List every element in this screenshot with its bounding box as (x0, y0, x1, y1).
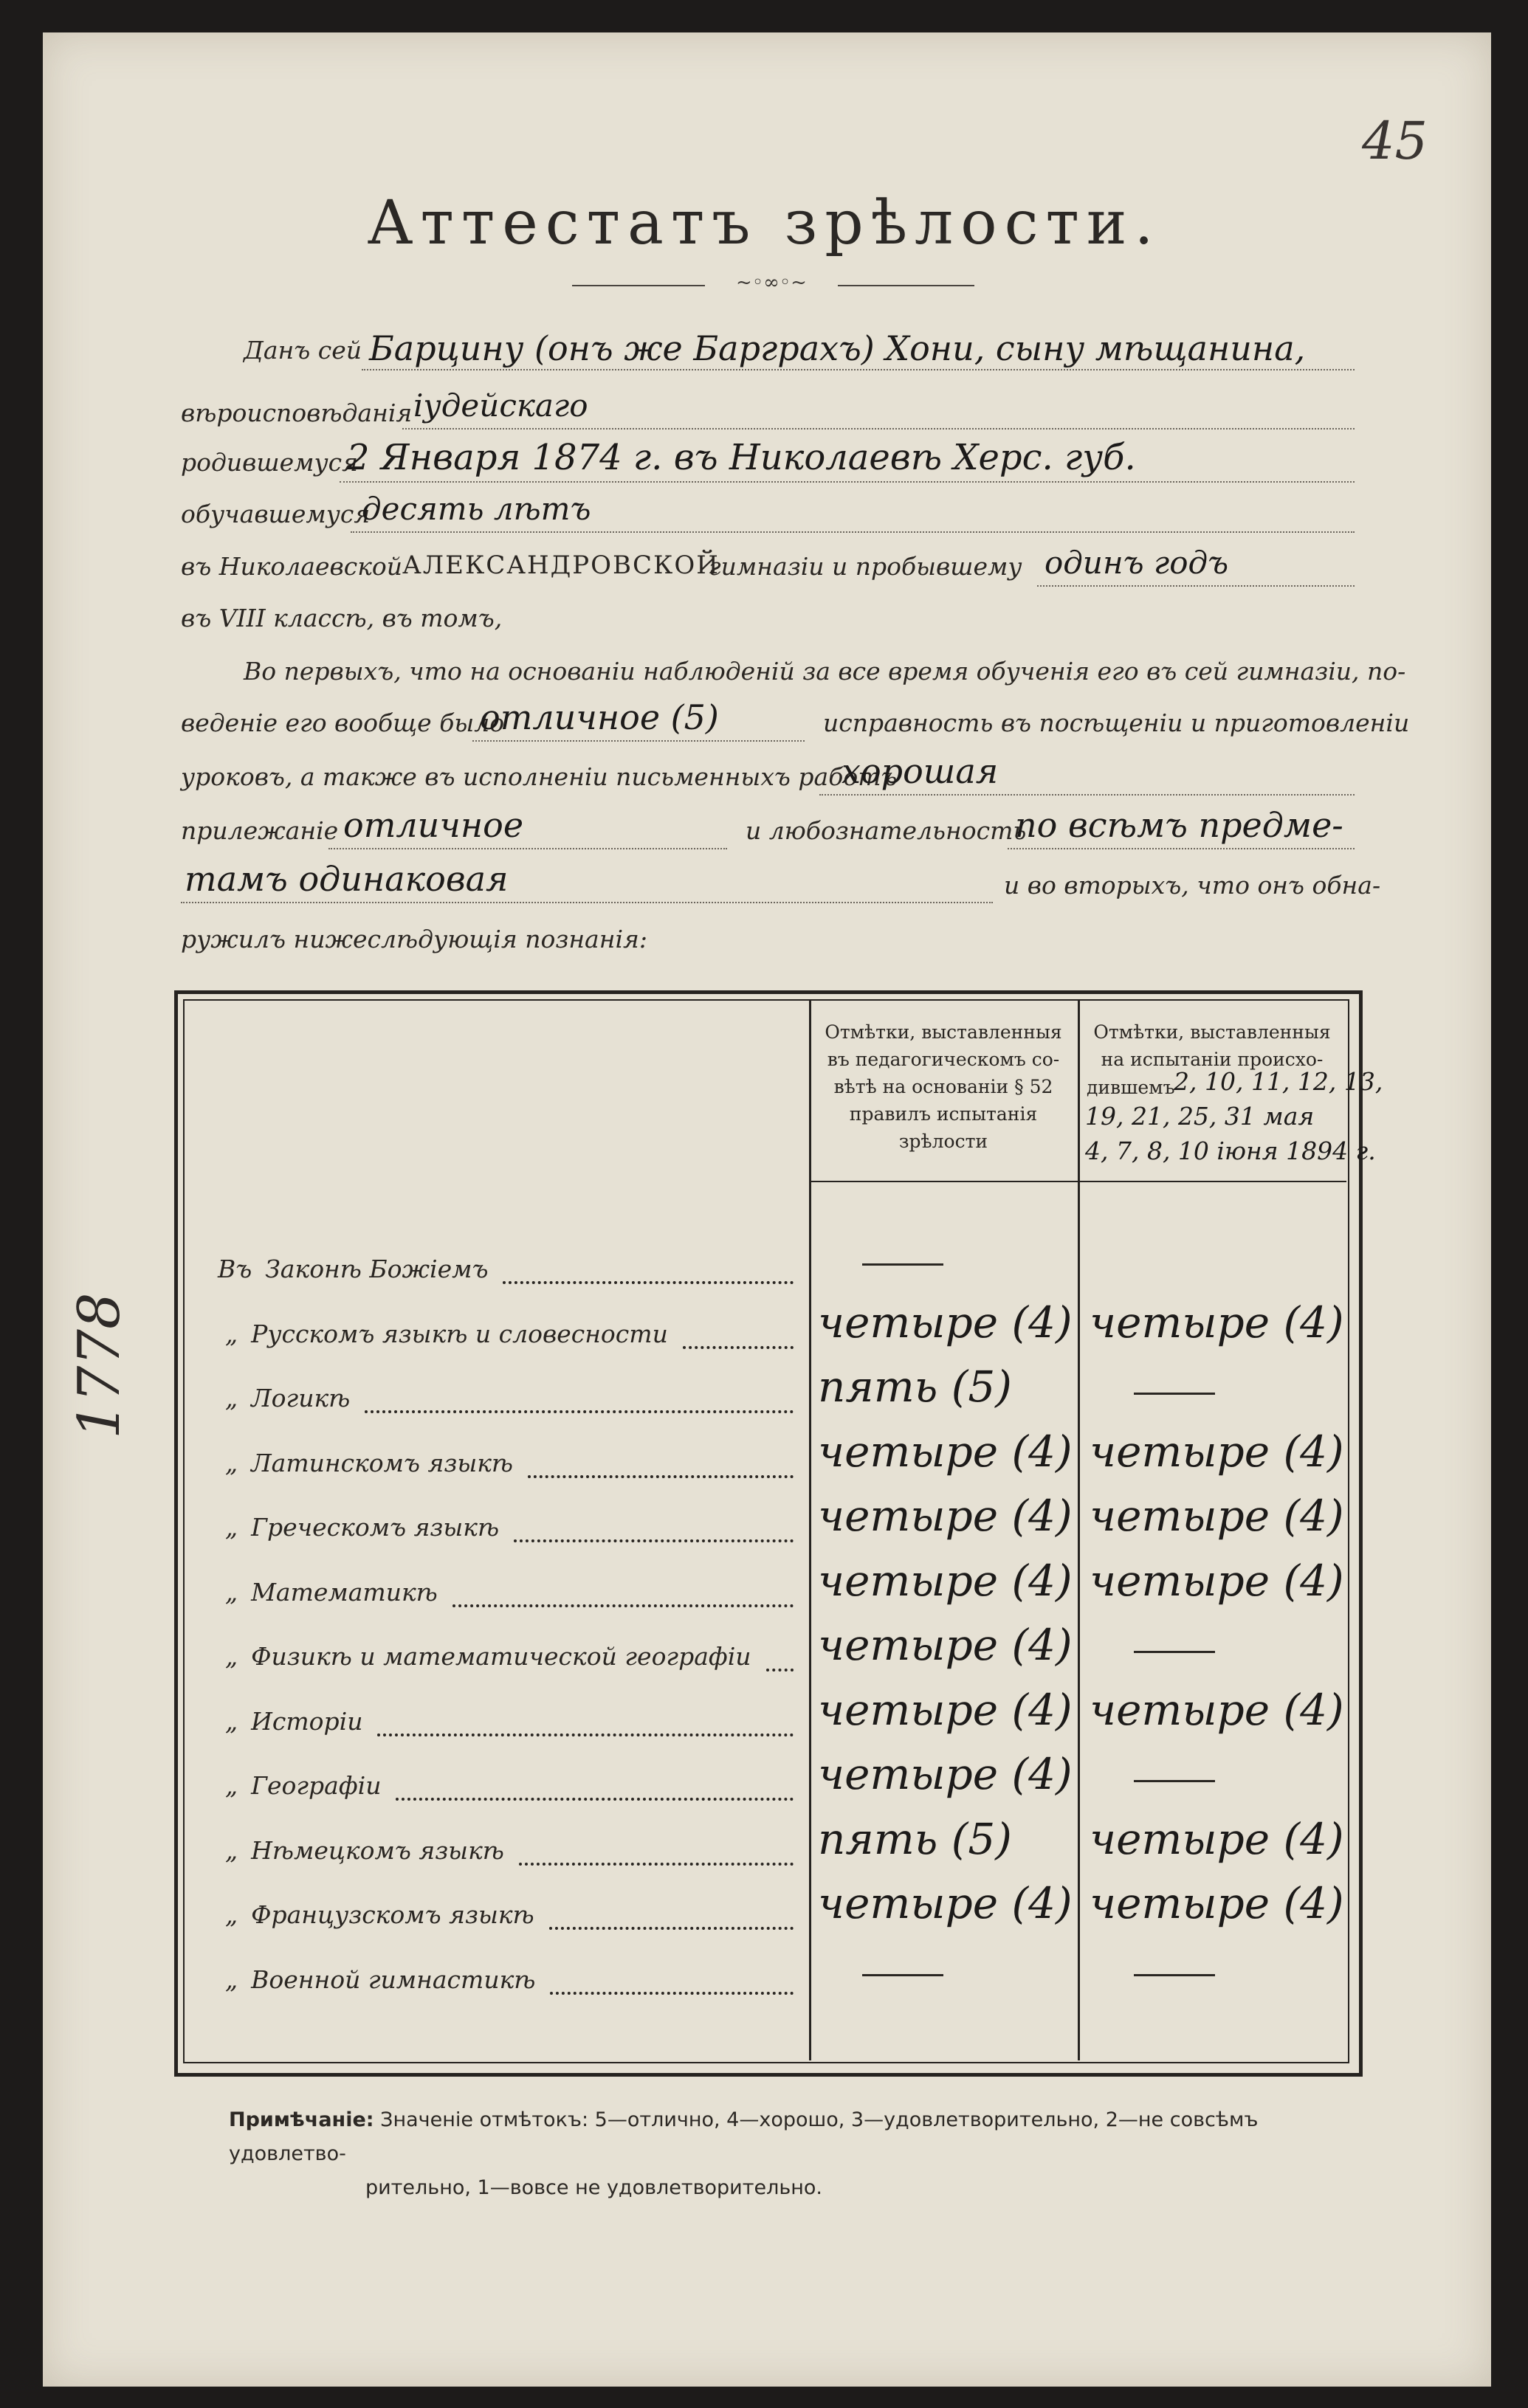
studied-value: десять лѣтъ (362, 491, 591, 527)
subject-name: Французскомъ языкѣ (251, 1900, 534, 1929)
curiosity-value-2: тамъ одинаковая (185, 859, 509, 899)
conduct-dotline (472, 740, 805, 742)
religion-value: іудейскаго (413, 387, 588, 424)
grade-mark: четыре (4) (1090, 1684, 1344, 1735)
subject-prefix: „ (225, 1706, 238, 1736)
curiosity-dotline-2 (181, 902, 993, 903)
subject-dot-leader (365, 1410, 794, 1413)
subject-name: Математикѣ (251, 1577, 438, 1607)
born-value: 2 Января 1874 г. въ Николаевѣ Херс. губ. (347, 437, 1136, 478)
gymnasium-suffix: гимназіи и пробывшему (709, 552, 1022, 581)
subject-prefix: „ (225, 1771, 238, 1800)
secondly-text: и во вторыхъ, что онъ обна- (1004, 871, 1381, 900)
subject-name: Географіи (251, 1771, 382, 1800)
title-ornament: ~◦∞◦~ (705, 272, 838, 294)
stayed-value: одинъ годъ (1045, 545, 1229, 581)
col2-dates-3: 4, 7, 8, 10 іюня 1894 г. (1085, 1136, 1376, 1165)
subject-name: Нѣмецкомъ языкѣ (251, 1835, 504, 1865)
grade-mark: четыре (4) (1090, 1555, 1344, 1606)
subject-name: Военной гимнастикѣ (251, 1964, 536, 1994)
class-line: въ VIII классѣ, въ томъ, (181, 604, 503, 632)
lessons-dotline (819, 794, 1355, 796)
curiosity-label: и любознательность (746, 816, 1027, 845)
subject-name: Греческомъ языкѣ (251, 1513, 500, 1542)
para1-line1: Во первыхъ, что на основаніи наблюденій за все время обученія его въ сей гимназіи, по- (244, 657, 1406, 686)
grade-mark: четыре (4) (818, 1555, 1073, 1606)
grade-mark: четыре (4) (1090, 1426, 1344, 1477)
subject-row (225, 1707, 362, 1736)
note-label: Примѣчаніе: (229, 2108, 374, 2131)
col1-header-line: правилъ испытанія (849, 1103, 1038, 1125)
industry-value: отличное (343, 805, 524, 845)
subject-row (225, 1642, 751, 1671)
lessons-value: хорошая (842, 751, 999, 791)
mark-dash (862, 1263, 943, 1266)
col2-dates-2: 19, 21, 25, 31 мая (1085, 1102, 1315, 1131)
subject-row (225, 1384, 350, 1412)
subject-prefix: „ (225, 1900, 238, 1929)
grade-mark: четыре (4) (818, 1297, 1073, 1348)
conduct-label: веденіе его вообще было (181, 708, 505, 737)
grade-mark: пять (5) (818, 1362, 1012, 1412)
subject-dot-leader (683, 1346, 794, 1349)
table-header-divider (809, 1181, 1346, 1182)
note-text: Значеніе отмѣтокъ: 5—отлично, 4—хорошо, 3—удовлетворительно, 2—не совсѣмъ удовлетво- (229, 2108, 1259, 2165)
curiosity-value: по всѣмъ предме- (1015, 805, 1343, 845)
subject-dot-leader (396, 1798, 794, 1801)
subject-row (218, 1255, 488, 1283)
given-label: Данъ сей (244, 336, 362, 365)
subject-row (225, 1578, 438, 1607)
mark-dash (862, 1974, 943, 1976)
grade-mark: четыре (4) (1090, 1813, 1344, 1864)
conduct-value: отличное (5) (480, 697, 719, 737)
page-title: Аттестатъ зрѣлости. (367, 188, 1161, 258)
religion-label: вѣроисповѣданія (181, 399, 413, 427)
table-column-divider-2 (1078, 999, 1080, 2060)
subject-dot-leader (452, 1604, 794, 1607)
subject-row (225, 1771, 381, 1800)
grade-mark: четыре (4) (818, 1491, 1073, 1541)
grade-mark: четыре (4) (1090, 1878, 1344, 1928)
subject-row (225, 1965, 535, 1994)
gymnasium-prefix: въ Николаевской (181, 552, 403, 581)
col2-dates-1: 2, 10, 11, 12, 13, (1174, 1067, 1383, 1096)
subject-prefix: Въ (218, 1255, 252, 1283)
subject-prefix: „ (225, 1319, 238, 1348)
col1-header-line: въ педагогическомъ со- (827, 1049, 1060, 1070)
col2-header-line: на испытаніи происхо- (1101, 1049, 1324, 1070)
grade-mark: четыре (4) (818, 1426, 1073, 1477)
subject-dot-leader (549, 1927, 794, 1930)
lessons-label: уроковъ, а также въ исполненіи письменныхъ работъ (181, 762, 898, 791)
curiosity-dotline (1008, 848, 1355, 849)
gymnasium-name: АЛЕКСАНДРОВСКОЙ (402, 551, 720, 580)
stayed-dotline (1037, 585, 1355, 587)
diligence-text: исправность въ посѣщеніи и приготовленіи (823, 708, 1410, 737)
grade-mark: четыре (4) (818, 1749, 1073, 1799)
mark-dash (1134, 1780, 1215, 1782)
subject-prefix: „ (225, 1448, 238, 1477)
industry-label: прилежаніе (181, 816, 339, 845)
mark-dash (1134, 1393, 1215, 1395)
subject-dot-leader (503, 1281, 794, 1284)
subject-dot-leader (377, 1733, 794, 1736)
studied-dotline (351, 531, 1355, 533)
subject-prefix: „ (225, 1964, 238, 1994)
note-text-2: рительно, 1—вовсе не удовлетворительно. (365, 2176, 822, 2199)
subject-name: Латинскомъ языкѣ (251, 1448, 514, 1477)
table-column-divider-1 (809, 999, 811, 2060)
grade-mark: четыре (4) (818, 1878, 1073, 1928)
subject-name: Русскомъ языкѣ и словесности (251, 1319, 668, 1348)
subject-row (225, 1449, 513, 1477)
subject-dot-leader (528, 1475, 794, 1478)
col1-header-line: зрѣлости (898, 1131, 988, 1152)
grade-mark: четыре (4) (1090, 1297, 1344, 1348)
revealed-text: ружилъ нижеслѣдующія познанія: (181, 925, 647, 953)
subject-row (225, 1319, 668, 1348)
subject-dot-leader (550, 1992, 794, 1995)
grade-mark: четыре (4) (1090, 1491, 1344, 1541)
studied-label: обучавшемуся (181, 500, 371, 528)
born-label: родившемуся (181, 448, 358, 477)
col1-header-line: вѣтѣ на основаніи § 52 (833, 1076, 1053, 1097)
subject-name: Исторіи (251, 1706, 363, 1736)
grading-note (229, 2103, 1380, 2205)
industry-dotline (328, 848, 727, 849)
col2-header (1082, 1018, 1342, 1073)
grade-mark: четыре (4) (818, 1620, 1073, 1670)
subject-name: Логикѣ (251, 1384, 351, 1412)
subject-dot-leader (766, 1669, 794, 1672)
subject-prefix: „ (225, 1835, 238, 1865)
subject-dot-leader (514, 1539, 794, 1542)
given-value: Барцину (онъ же Барграхъ) Хони, сыну мѣщанина, (369, 328, 1306, 368)
col2-header-line: дившемъ (1087, 1077, 1175, 1098)
subject-dot-leader (519, 1863, 794, 1866)
side-archive-number: 1778 (66, 1292, 133, 1439)
col1-header-line: Отмѣтки, выставленныя (825, 1021, 1062, 1043)
given-dotline (362, 369, 1355, 370)
subject-row (225, 1513, 499, 1542)
col1-header (813, 1018, 1073, 1155)
grade-mark: четыре (4) (818, 1684, 1073, 1735)
mark-dash (1134, 1974, 1215, 1976)
subject-row (225, 1900, 534, 1929)
subject-name: Физикѣ и математической географіи (251, 1642, 751, 1671)
archive-number: 45 (1362, 111, 1428, 171)
grade-mark: пять (5) (818, 1813, 1012, 1864)
born-dotline (340, 481, 1355, 483)
subject-prefix: „ (225, 1513, 238, 1542)
subject-name: Законѣ Божіемъ (265, 1255, 489, 1283)
subject-row (225, 1836, 504, 1865)
subject-prefix: „ (225, 1384, 238, 1412)
col2-header-line: Отмѣтки, выставленныя (1093, 1021, 1331, 1043)
mark-dash (1134, 1651, 1215, 1653)
subject-prefix: „ (225, 1642, 238, 1671)
subject-prefix: „ (225, 1577, 238, 1607)
religion-dotline (402, 428, 1355, 429)
